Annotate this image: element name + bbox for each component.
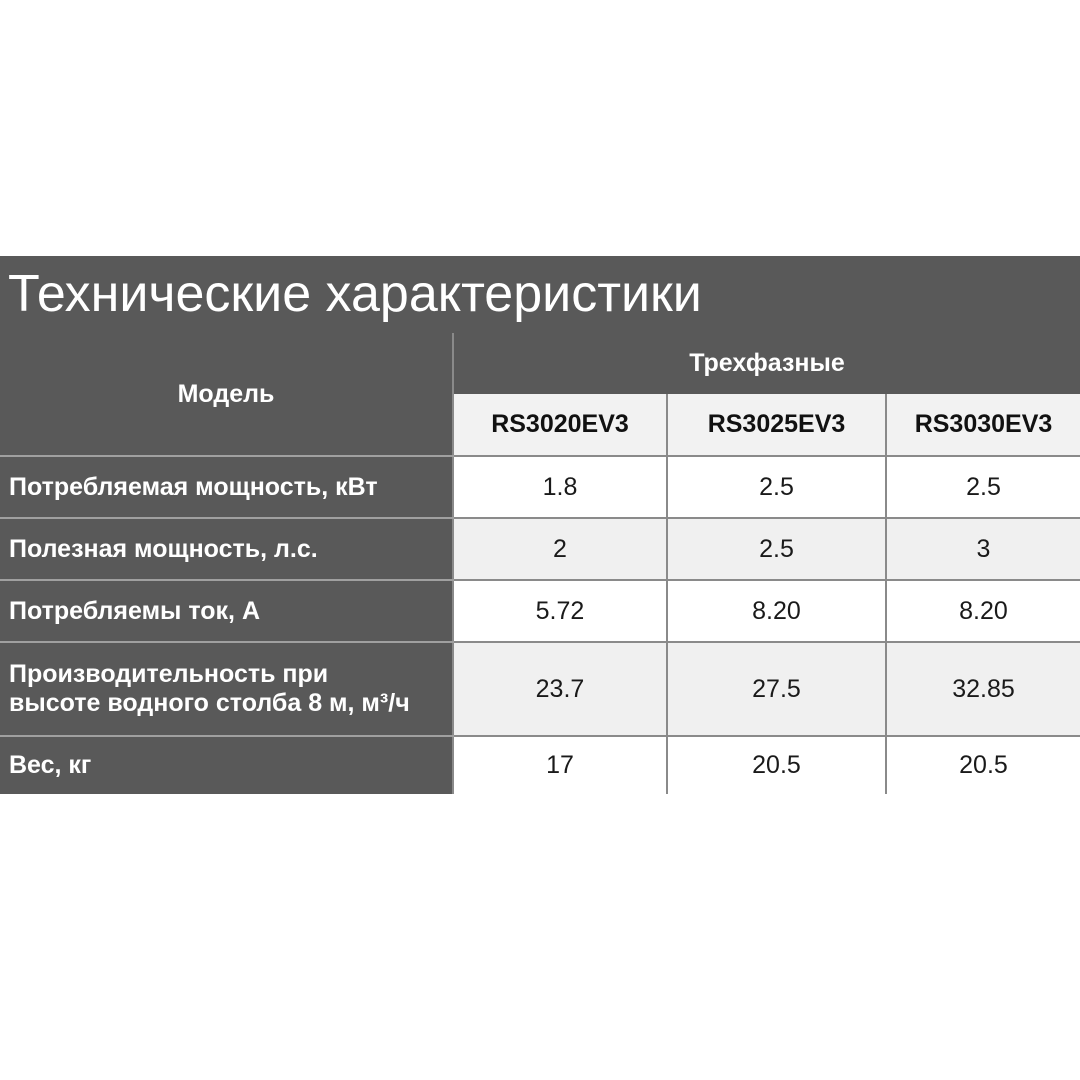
table-row: [0, 736, 1080, 794]
table-cell: 2: [453, 518, 667, 580]
header-row-group: [0, 333, 1080, 394]
row-label: Вес, кг: [0, 736, 453, 794]
table-cell: 8.20: [886, 580, 1080, 642]
table-row: [0, 580, 1080, 642]
group-header: Трехфазные: [453, 333, 1080, 394]
table-row: [0, 518, 1080, 580]
table-cell: 5.72: [453, 580, 667, 642]
table-cell: 2.5: [667, 518, 886, 580]
table-cell: 20.5: [886, 736, 1080, 794]
table-cell: 17: [453, 736, 667, 794]
row-label: [0, 642, 453, 736]
spec-table: [0, 333, 1080, 794]
table-row: [0, 642, 1080, 736]
model-name: RS3030EV3: [886, 394, 1080, 456]
spec-block: [0, 256, 1080, 794]
table-cell: 1.8: [453, 456, 667, 518]
row-label: Полезная мощность, л.с.: [0, 518, 453, 580]
model-name: RS3020EV3: [453, 394, 667, 456]
table-cell: 3: [886, 518, 1080, 580]
table-cell: 27.5: [667, 642, 886, 736]
table-row: [0, 456, 1080, 518]
table-cell: 2.5: [667, 456, 886, 518]
row-label-line: высоте водного столба 8 м, м³/ч: [9, 689, 410, 717]
page-title: Технические характеристики: [0, 256, 1080, 333]
table-cell: 2.5: [886, 456, 1080, 518]
table-cell: 8.20: [667, 580, 886, 642]
table-cell: 32.85: [886, 642, 1080, 736]
model-name: RS3025EV3: [667, 394, 886, 456]
table-cell: 20.5: [667, 736, 886, 794]
model-header: Модель: [0, 333, 453, 456]
table-cell: 23.7: [453, 642, 667, 736]
row-label: Потребляемы ток, А: [0, 580, 453, 642]
row-label: Потребляемая мощность, кВт: [0, 456, 453, 518]
row-label-line: Производительность при: [9, 660, 329, 689]
